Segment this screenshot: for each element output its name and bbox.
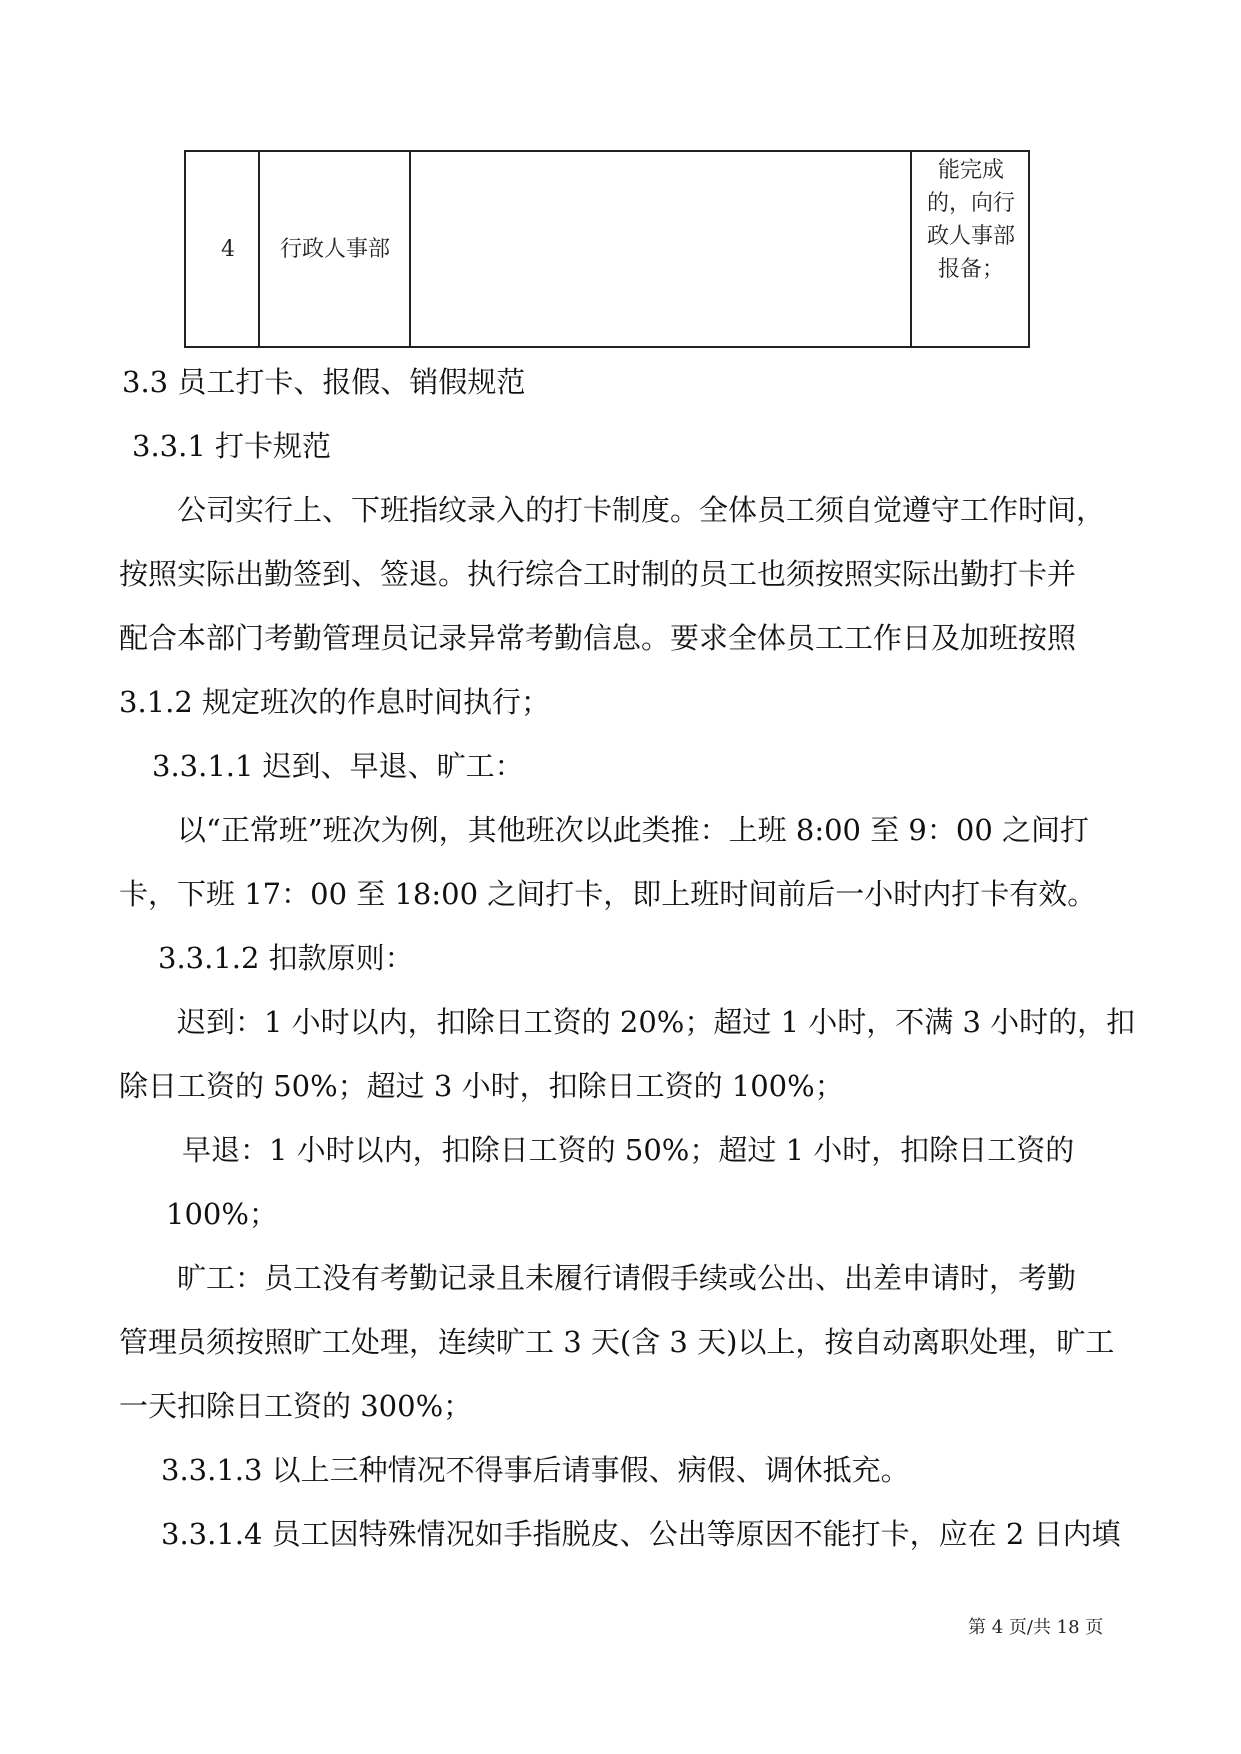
paragraph-line: 3.1.2 规定班次的作息时间执行； <box>119 685 551 719</box>
paragraph-line: 以“正常班”班次为例，其他班次以此类推：上班 8:00 至 9：00 之间打 <box>177 813 1090 847</box>
paragraph-line: 100%； <box>166 1197 278 1231</box>
department-table <box>184 150 1030 348</box>
paragraph-line: 旷工：员工没有考勤记录且未履行请假手续或公出、出差申请时，考勤 <box>177 1261 1077 1295</box>
row-note-line: 能完成 <box>937 158 1004 183</box>
row-note-line: 报备； <box>937 257 1004 282</box>
row-note <box>914 152 1028 286</box>
row-note-line: 的，向行 <box>926 191 1015 216</box>
section-heading-3-3-1-2: 3.3.1.2 扣款原则： <box>158 941 414 975</box>
section-heading-3-3: 3.3 员工打卡、报假、销假规范 <box>122 365 526 399</box>
row-note-line: 政人事部 <box>926 224 1015 249</box>
paragraph-line: 管理员须按照旷工处理，连续旷工 3 天(含 3 天)以上，按自动离职处理，旷工 <box>119 1325 1115 1359</box>
paragraph-line: 迟到：1 小时以内，扣除日工资的 20%；超过 1 小时，不满 3 小时的，扣 <box>177 1005 1136 1039</box>
table-divider <box>409 152 411 346</box>
section-heading-3-3-1-1: 3.3.1.1 迟到、早退、旷工： <box>152 749 524 783</box>
row-department: 行政人事部 <box>280 237 391 262</box>
paragraph-line: 按照实际出勤签到、签退。执行综合工时制的员工也须按照实际出勤打卡并 <box>119 557 1077 591</box>
row-number: 4 <box>221 237 235 262</box>
paragraph-line: 3.3.1.3 以上三种情况不得事后请事假、病假、调休抵充。 <box>161 1453 910 1487</box>
paragraph-line: 一天扣除日工资的 300%； <box>119 1389 473 1423</box>
paragraph-line: 公司实行上、下班指纹录入的打卡制度。全体员工须自觉遵守工作时间， <box>177 493 1106 527</box>
page-number: 第 4 页/共 18 页 <box>968 1617 1104 1638</box>
table-divider <box>258 152 260 346</box>
paragraph-line: 早退：1 小时以内，扣除日工资的 50%；超过 1 小时，扣除日工资的 <box>182 1133 1075 1167</box>
paragraph-line: 卡，下班 17：00 至 18:00 之间打卡，即上班时间前后一小时内打卡有效。 <box>119 877 1097 911</box>
paragraph-line: 配合本部门考勤管理员记录异常考勤信息。要求全体员工工作日及加班按照 <box>119 621 1077 655</box>
paragraph-line: 3.3.1.4 员工因特殊情况如手指脱皮、公出等原因不能打卡，应在 2 日内填 <box>161 1517 1121 1551</box>
section-heading-3-3-1: 3.3.1 打卡规范 <box>132 429 332 463</box>
paragraph-line: 除日工资的 50%；超过 3 小时，扣除日工资的 100%； <box>119 1069 844 1103</box>
table-divider <box>910 152 912 346</box>
